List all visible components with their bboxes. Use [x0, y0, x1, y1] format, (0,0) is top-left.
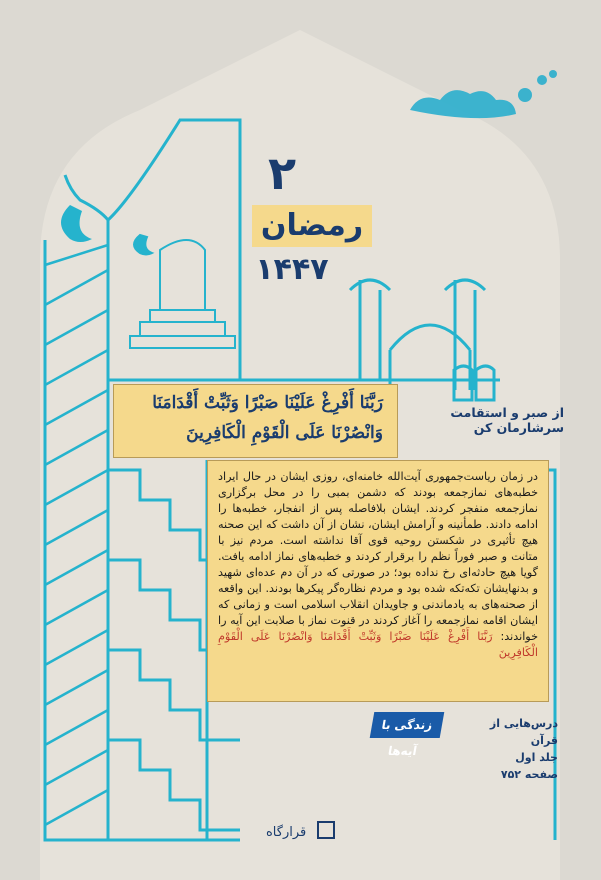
- book-reference: [486, 715, 558, 783]
- story-quote: رَبَّنَا أَفْرِغْ عَلَيْنَا صَبْرًا وَثَبِّتْ أَقْدَامَنَا وَانْصُرْنَا عَلَى الْقَوْمِ الْكَافِرِينَ: [218, 630, 538, 659]
- book-page: صفحه ۷۵۲: [500, 768, 558, 781]
- verse-caption: از صبر و استقامت سرشارمان کن: [450, 405, 564, 435]
- date-day: ۲: [267, 146, 297, 200]
- verse-box: [113, 384, 398, 458]
- cloud-ornament: [410, 70, 557, 118]
- logo-text: قرارگاه: [266, 825, 307, 840]
- date-month: رمضان: [252, 205, 372, 247]
- verse-line-1: رَبَّنَا أَفْرِغْ عَلَيْنَا صَبْرًا وَثَبِّتْ أَقْدَامَنَا: [152, 393, 383, 413]
- book-title: درس‌هایی از قرآن: [489, 717, 558, 747]
- verse-line-2: وَانْصُرْنَا عَلَى الْقَوْمِ الْكَافِرِينَ: [186, 423, 383, 443]
- publisher-logo: [266, 820, 336, 842]
- story-box: [207, 460, 549, 702]
- book-volume: جلد اول: [515, 751, 558, 764]
- story-text: [218, 469, 538, 661]
- story-body: در زمان ریاست‌جمهوری آیت‌الله خامنه‌ای، روزی ایشان در حال ایراد خطبه‌های نمازجمعه بودند که دشمن بمبی را در محل برگزاری نمازجمعه منفجر کردند. ایشان بلافاصله پس از انفجار، خطبه‌ها را ادامه دادند. طمأنینه و آرامش ایشان، نشان از آن داشت که این صحنه هیچ تأثیری در شکستن روحیه قوی آقا نداشته است. مردم نیز با متانت و صبر فوراً نظم را برقرار کردند و خطبه‌های نماز ادامه یافت. گویا هیچ حادثه‌ای رخ نداده بود؛ در صورتی که در آن دم عده‌ای شهید و بدنهایشان تکه‌تکه شده بود و مردم نظاره‌گر پیکرها بودند. این واقعه از صحنه‌های به یادماندنی و جاویدان انقلاب اسلامی است و زمانی که ایشان اقامه نمازجمعه را آغاز کردند در قنوت نماز با صلابت این آیه را خواندند:: [218, 470, 538, 643]
- series-badge: زندگی با آیه‌ها: [370, 712, 445, 738]
- date-year: ۱۴۴۷: [255, 252, 329, 287]
